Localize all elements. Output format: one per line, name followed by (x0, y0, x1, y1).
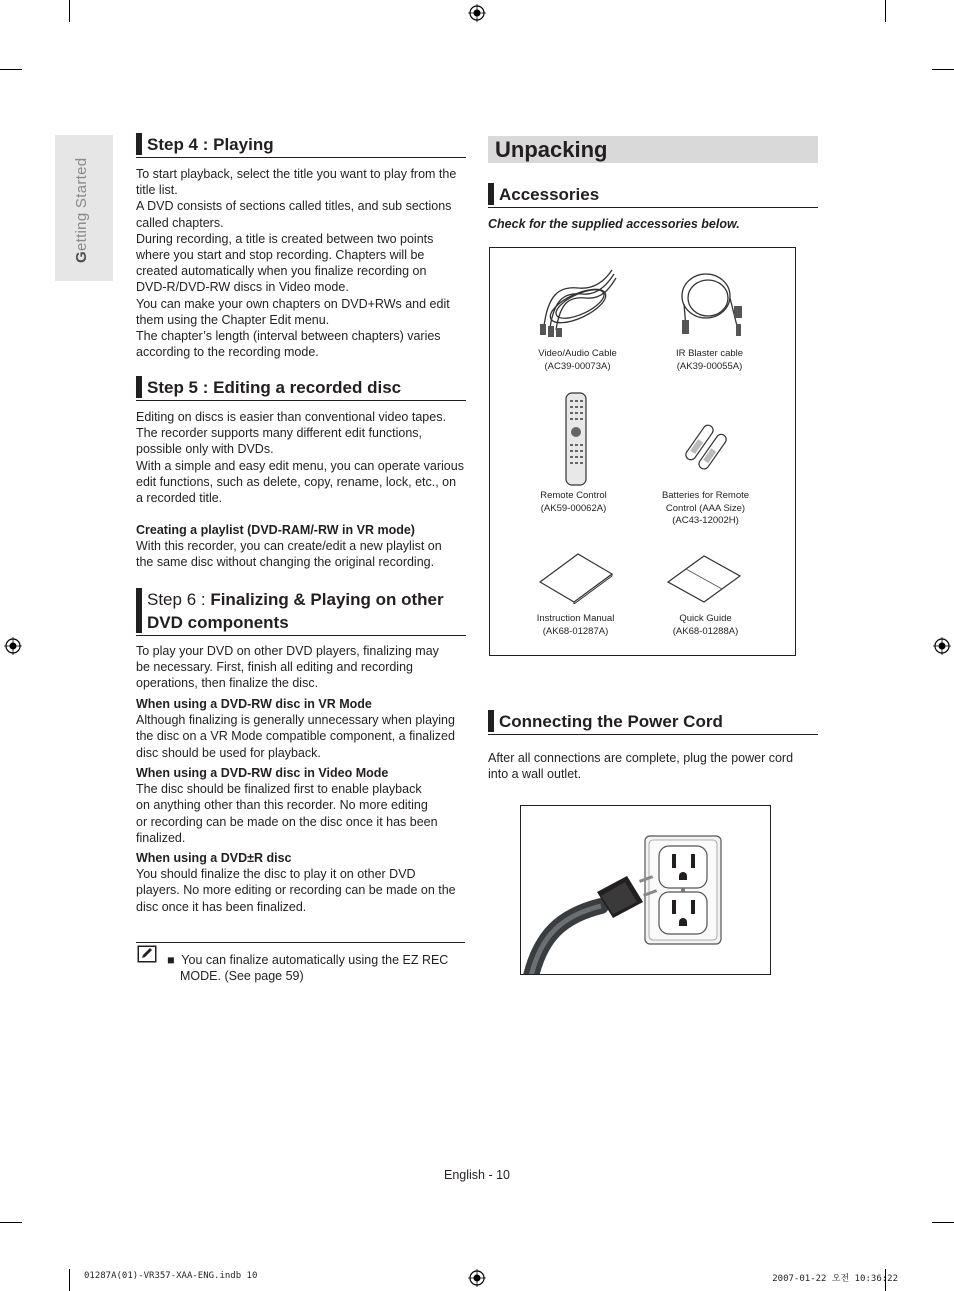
accessories-intro: Check for the supplied accessories below. (488, 217, 740, 231)
section-side-tab (55, 135, 113, 281)
accessory-label: Video/Audio Cable (AC39-00073A) (538, 348, 617, 372)
note-pencil-icon (137, 945, 157, 963)
step4-body: To start playback, select the title you want to play from the title list. A DVD consists of sections called titles, and sub sections called chapters. During recording, a title is created between two points where you start and stop recording. Chapters will be created automatically when you finalize recording on DVD-R/DVD-RW discs in Video mode. You can make your own chapters on DVD+RWs and edit them using the Chapter Edit menu. The chapter’s length (interval between chapters) varies according to the recording mode. (136, 167, 457, 360)
accessories-heading: Accessories (488, 183, 818, 208)
batteries-icon (680, 418, 736, 474)
dvd-r-section: When using a DVD±R disc You should finalize the disc to play it on other DVD players. No more editing or recording can be made on the disc once it has been finalized. (136, 851, 456, 914)
av-cable-icon (538, 266, 618, 338)
unpacking-title-bar: Unpacking (488, 136, 818, 163)
step4-heading: Step 4 : Playing (136, 133, 466, 158)
crop-mark (69, 1269, 70, 1291)
crop-mark (0, 69, 22, 70)
step6-heading: Step 6 : Finalizing & Playing on other DVD components (136, 588, 466, 636)
accessory-label: Batteries for Remote Control (AAA Size) (AC43-12002H) (661, 490, 750, 526)
video-mode-section: When using a DVD-RW disc in Video Mode The disc should be finalized first to enable playback on anything other than this recorder. No more editing or recording can be made on the disc once it has been finalized. (136, 766, 438, 845)
side-tab-label: Getting Started (73, 157, 90, 263)
crop-mark (932, 69, 954, 70)
instruction-manual-icon (538, 552, 614, 604)
accessory-label: IR Blaster cable (AK39-00055A) (675, 348, 744, 372)
playlist-section: Creating a playlist (DVD-RAM/-RW in VR mode) With this recorder, you can create/edit a new playlist on the same disc without changing the original recording. (136, 523, 442, 570)
remote-control-icon (564, 392, 588, 486)
crop-mark (69, 0, 70, 22)
accessory-label: Instruction Manual (AK68-01287A) (536, 613, 615, 637)
step5-heading: Step 5 : Editing a recorded disc (136, 376, 466, 401)
vr-mode-section: When using a DVD-RW disc in VR Mode Although finalizing is generally unnecessary when playing the disc on a VR Mode compatible component, a finalized disc should be used for playback. (136, 697, 455, 760)
step6-intro: To play your DVD on other DVD players, finalizing may be necessary. First, finish all editing and recording operations, then finalize the disc. (136, 644, 439, 691)
registration-mark-icon (3, 636, 23, 656)
accessories-box (489, 247, 796, 656)
crop-mark (932, 1222, 954, 1223)
file-name: 01287A(01)-VR357-XAA-ENG.indb 10 (84, 1271, 258, 1281)
power-cord-heading: Connecting the Power Cord (488, 710, 818, 735)
power-cord-body: After all connections are complete, plug the power cord into a wall outlet. (488, 751, 794, 782)
wall-outlet-plug-icon (521, 806, 771, 975)
crop-mark (0, 1222, 22, 1223)
power-outlet-illustration (520, 805, 771, 975)
ir-blaster-cable-icon (670, 268, 750, 340)
print-date: 2007-01-22 오전 10:36:22 (772, 1274, 898, 1284)
accessory-label: Remote Control (AK59-00062A) (540, 490, 607, 514)
registration-mark-icon (467, 3, 487, 23)
page-number: English - 10 (443, 1168, 510, 1182)
accessory-label: Quick Guide (AK68-01288A) (672, 613, 739, 637)
quick-guide-icon (666, 554, 742, 604)
crop-mark (885, 0, 886, 22)
note-text: ■ You can finalize automatically using the EZ REC MODE. (See page 59) (167, 953, 449, 984)
registration-mark-icon (467, 1268, 487, 1288)
step5-body: Editing on discs is easier than conventional video tapes. The recorder supports many different edit functions, possible only with DVDs. With a simple and easy edit menu, you can operate various edit functions, such as delete, copy, rename, lock, etc., on a recorded title. (136, 410, 464, 506)
note-divider (136, 942, 465, 943)
registration-mark-icon (932, 636, 952, 656)
